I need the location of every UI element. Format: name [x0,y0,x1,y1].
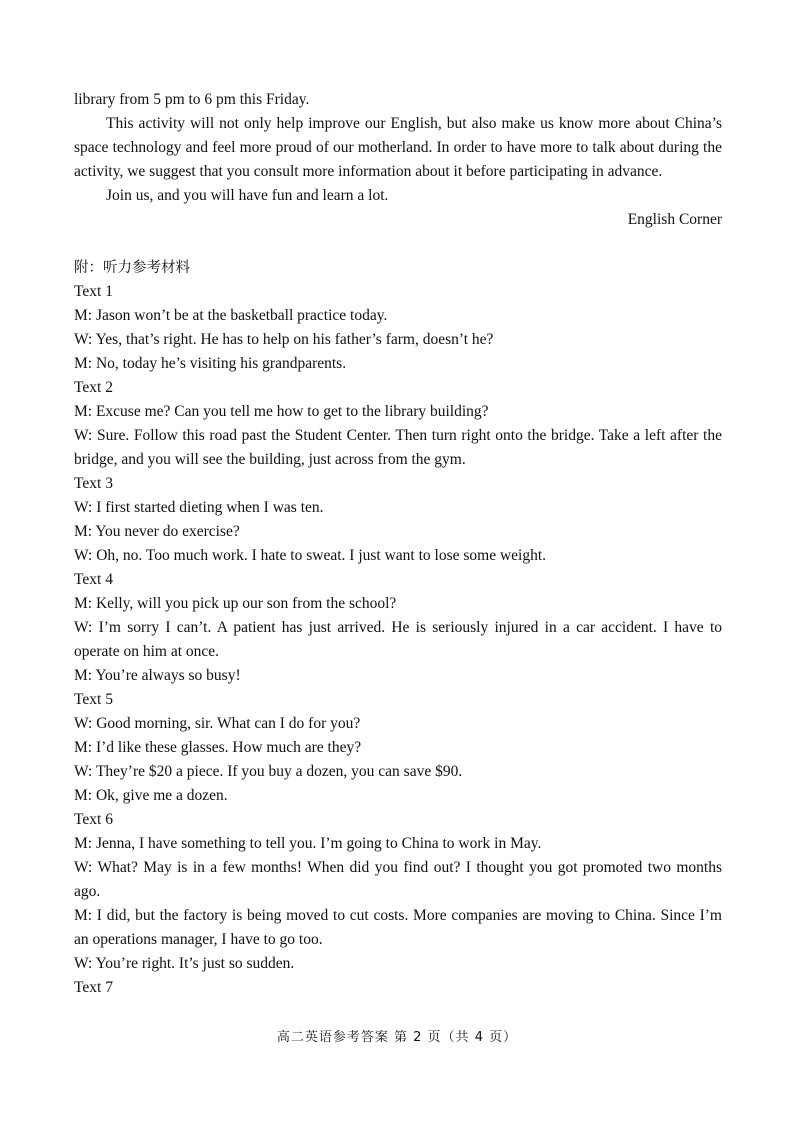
notice-closing: Join us, and you will have fun and learn a lot. [106,187,389,204]
dialog-line: W: I’m sorry I can’t. A patient has just arrived. He is seriously injured in a car accident. I have to operate on him at once. [74,619,722,660]
dialog-line: M: Ok, give me a dozen. [74,787,228,804]
page-footer: 高二英语参考答案 第 2 页（共 4 页） [276,1030,518,1045]
dialog-line: W: Yes, that’s right. He has to help on his father’s farm, doesn’t he? [74,331,494,348]
text-title: Text 6 [74,811,113,828]
notice-signature: English Corner [627,211,722,228]
dialog-line: M: Kelly, will you pick up our son from the school? [74,595,397,612]
dialog-line: W: I first started dieting when I was ten. [74,499,324,516]
dialog-line: M: You’re always so busy! [74,667,241,684]
dialog-line: M: Jason won’t be at the basketball practice today. [74,307,388,324]
dialog-line: M: Jenna, I have something to tell you. I’m going to China to work in May. [74,835,542,852]
dialog-line: W: What? May is in a few months! When did you find out? I thought you got promoted two months ago. [74,859,722,900]
dialog-line: M: I’d like these glasses. How much are they? [74,739,362,756]
text-title: Text 7 [74,979,113,996]
text-title: Text 4 [74,571,113,588]
dialog-line: W: Sure. Follow this road past the Student Center. Then turn right onto the bridge. Take a left after the bridge, and you will see the building, just across from the gym. [74,427,722,468]
text-title: Text 3 [74,475,113,492]
appendix-heading: 附：听力参考材料 [74,260,190,276]
document-body [74,88,722,1000]
dialog-line: M: No, today he’s visiting his grandparents. [74,355,347,372]
dialog-line: M: I did, but the factory is being moved to cut costs. More companies are moving to China. Since I’m an operations manager, I have to go too. [74,907,722,948]
dialog-line: W: Good morning, sir. What can I do for you? [74,715,361,732]
dialog-line: M: Excuse me? Can you tell me how to get to the library building? [74,403,489,420]
dialog-line: W: You’re right. It’s just so sudden. [74,955,295,972]
dialog-line: W: Oh, no. Too much work. I hate to sweat. I just want to lose some weight. [74,547,547,564]
dialog-line: W: They’re $20 a piece. If you buy a dozen, you can save $90. [74,763,463,780]
section-spacer [74,232,722,256]
notice-line: library from 5 pm to 6 pm this Friday. [74,91,310,108]
text-title: Text 2 [74,379,113,396]
notice-paragraph: This activity will not only help improve our English, but also make us know more about China’s space technology and feel more proud of our motherland. In order to have more to talk about during the activity, we suggest that you consult more information about it before participating in advance. [74,115,722,180]
text-title: Text 5 [74,691,113,708]
text-title: Text 1 [74,283,113,300]
dialog-line: M: You never do exercise? [74,523,240,540]
